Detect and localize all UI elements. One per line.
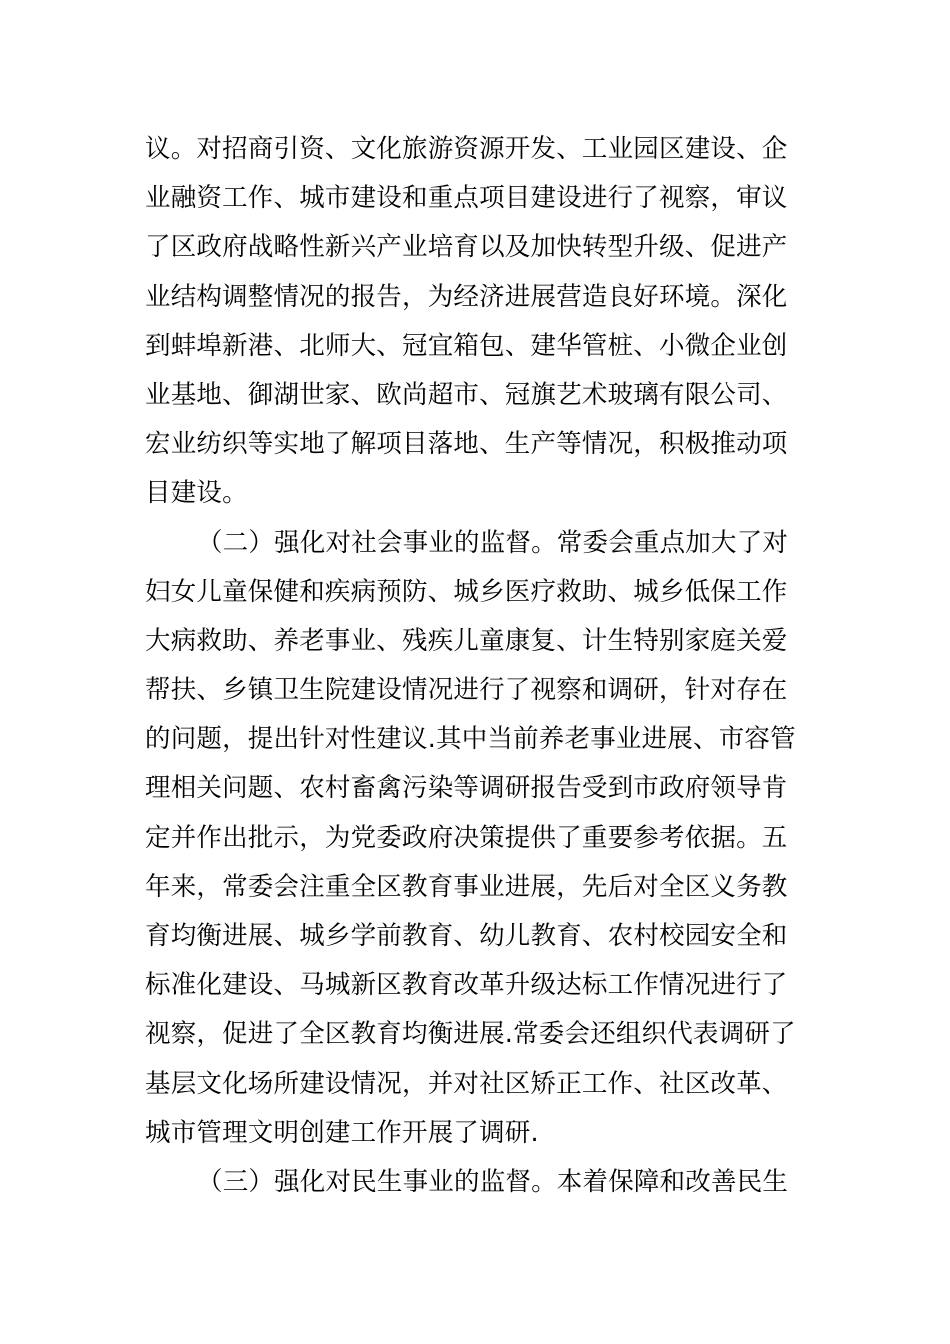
text-line: 的问题，提出针对性建议.其中当前养老事业进展、市容管 <box>145 724 796 755</box>
text-line: 业结构调整情况的报告，为经济进展营造良好环境。深化 <box>145 281 788 312</box>
text-line: 到蚌埠新港、北师大、冠宜箱包、建华管桩、小微企业创 <box>145 330 788 361</box>
text-line: 业融资工作、城市建设和重点项目建设进行了视察，审议 <box>145 183 788 214</box>
text-line: 视察，促进了全区教育均衡进展.常委会还组织代表调研了 <box>145 1019 796 1050</box>
text-line: 宏业纺织等实地了解项目落地、生产等情况，积极推动项 <box>145 429 788 460</box>
text-line: 年来，常委会注重全区教育事业进展，先后对全区义务教 <box>145 871 788 902</box>
body-text <box>145 125 810 1207</box>
text-line: 大病救助、养老事业、残疾儿童康复、计生特别家庭关爱 <box>145 625 788 656</box>
text-line: 理相关问题、农村畜禽污染等调研报告受到市政府领导肯 <box>145 773 788 804</box>
text-line: 目建设。 <box>145 478 248 509</box>
text-line: 育均衡进展、城乡学前教育、幼儿教育、农村校园安全和 <box>145 921 788 951</box>
text-line: 业基地、御湖世家、欧尚超市、冠旗艺术玻璃有限公司、 <box>145 379 788 410</box>
text-line: 基层文化场所建设情况，并对社区矫正工作、社区改革、 <box>145 1068 788 1099</box>
text-line: 城市管理文明创建工作开展了调研. <box>145 1117 539 1148</box>
text-line: 标准化建设、马城新区教育改革升级达标工作情况进行了 <box>145 970 788 1001</box>
section-heading-3: （三）强化对民生事业的监督。本着保障和改善民生 <box>197 1166 789 1197</box>
section-heading-2: （二）强化对社会事业的监督。常委会重点加大了对 <box>197 527 789 558</box>
text-line: 帮扶、乡镇卫生院建设情况进行了视察和调研，针对存在 <box>145 675 788 706</box>
text-line: 议。对招商引资、文化旅游资源开发、工业园区建设、企 <box>145 134 788 164</box>
text-line: 了区政府战略性新兴产业培育以及加快转型升级、促进产 <box>145 232 788 263</box>
text-line: 妇女儿童保健和疾病预防、城乡医疗救助、城乡低保工作 <box>145 576 788 607</box>
text-line: 定并作出批示，为党委政府决策提供了重要参考依据。五 <box>145 822 788 853</box>
